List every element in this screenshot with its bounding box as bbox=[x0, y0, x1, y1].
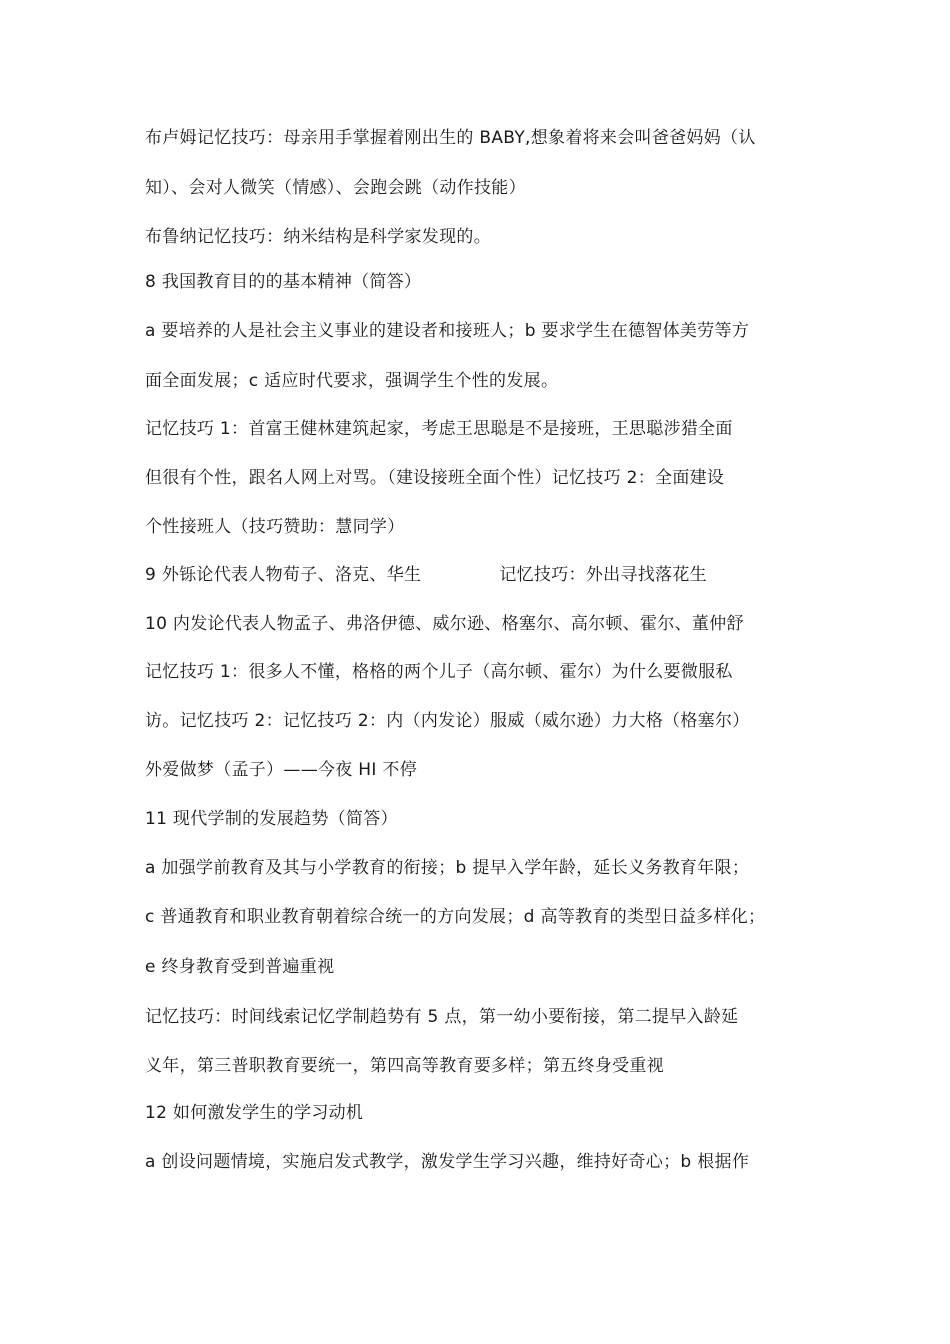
text-line: a 加强学前教育及其与小学教育的衔接；b 提早入学年龄，延长义务教育年限； bbox=[145, 858, 750, 878]
memory-tip: 记忆技巧：外出寻找落花生 bbox=[499, 565, 707, 585]
text-line: 记忆技巧 1：很多人不懂，格格的两个儿子（高尔顿、霍尔）为什么要微服私 bbox=[145, 662, 733, 682]
text-line: 个性接班人（技巧赞助：慧同学） bbox=[145, 517, 405, 537]
text-line: 10 内发论代表人物孟子、弗洛伊德、威尔逊、格塞尔、高尔顿、霍尔、董仲舒 bbox=[145, 614, 744, 634]
text-line: 义年，第三普职教育要统一，第四高等教育要多样；第五终身受重视 bbox=[145, 1056, 664, 1076]
section-heading: 11 现代学制的发展趋势（简答） bbox=[145, 809, 398, 829]
text-line-with-tip bbox=[145, 564, 825, 586]
text-line: 布鲁纳记忆技巧：纳米结构是科学家发现的。 bbox=[145, 227, 491, 247]
section-heading: 8 我国教育目的的基本精神（简答） bbox=[145, 272, 422, 292]
text-line: 记忆技巧：时间线索记忆学制趋势有 5 点，第一幼小要衔接，第二提早入龄延 bbox=[145, 1007, 739, 1027]
text-line: a 创设问题情境，实施启发式教学，激发学生学习兴趣，维持好奇心；b 根据作 bbox=[145, 1152, 750, 1172]
text-line: e 终身教育受到普遍重视 bbox=[145, 957, 335, 977]
text-line: 布卢姆记忆技巧：母亲用手掌握着刚出生的 BABY,想象着将来会叫爸爸妈妈（认 bbox=[145, 128, 756, 148]
text-line: 访。记忆技巧 2：记忆技巧 2：内（内发论）服威（威尔逊）力大格（格塞尔） bbox=[145, 711, 750, 731]
text-line: 知）、会对人微笑（情感）、会跑会跳（动作技能） bbox=[145, 178, 526, 198]
text-line: c 普通教育和职业教育朝着综合统一的方向发展；d 高等教育的类型日益多样化； bbox=[145, 907, 766, 927]
text-line: 记忆技巧 1：首富王健林建筑起家，考虑王思聪是不是接班，王思聪涉猎全面 bbox=[145, 419, 733, 439]
text-line: 但很有个性，跟名人网上对骂。（建设接班全面个性）记忆技巧 2：全面建设 bbox=[145, 468, 725, 488]
text-segment: 9 外铄论代表人物荀子、洛克、华生 bbox=[145, 565, 422, 585]
text-line: 面全面发展；c 适应时代要求，强调学生个性的发展。 bbox=[145, 371, 559, 391]
text-line: a 要培养的人是社会主义事业的建设者和接班人；b 要求学生在德智体美劳等方 bbox=[145, 321, 750, 341]
section-heading: 12 如何激发学生的学习动机 bbox=[145, 1103, 364, 1123]
text-line: 外爱做梦（孟子）——今夜 HI 不停 bbox=[145, 760, 418, 780]
